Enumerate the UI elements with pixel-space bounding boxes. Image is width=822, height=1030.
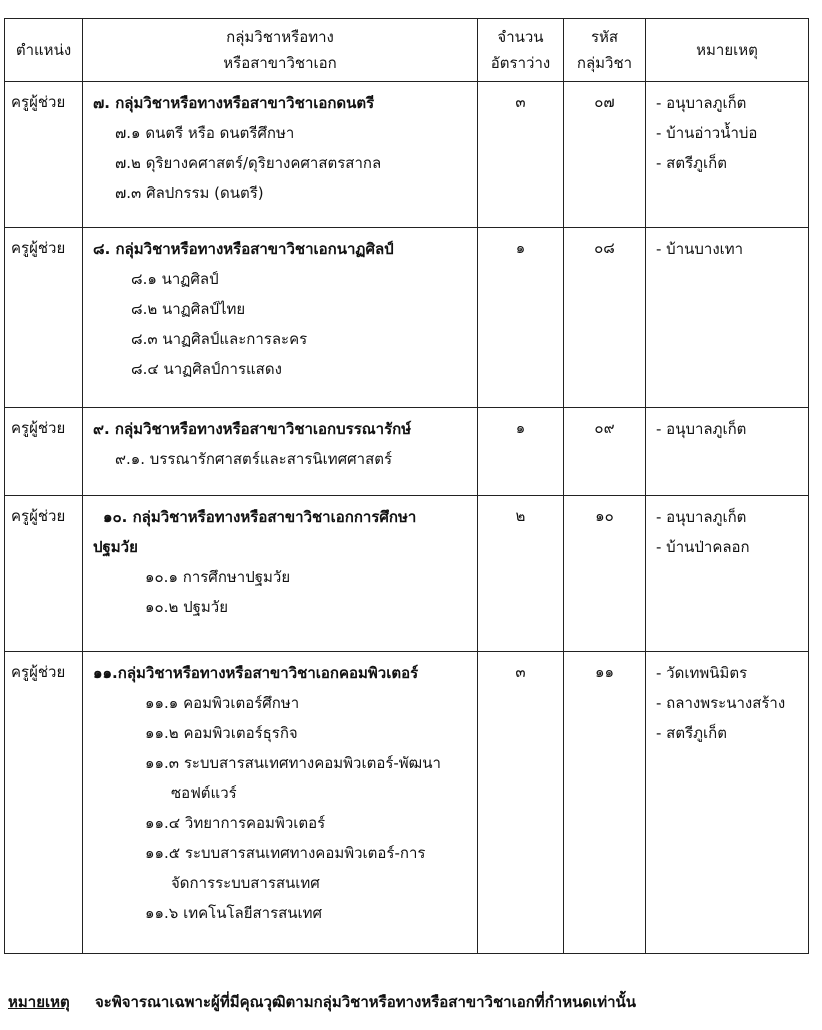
subject-group-title: ๙. กลุ่มวิชาหรือทางหรือสาขาวิชาเอกบรรณารักษ์ — [93, 420, 412, 438]
subject-group-title-cont: ปฐมวัย — [93, 538, 138, 556]
position-cell: ครูผู้ช่วย — [5, 496, 83, 652]
subject-sub-item: ๑๐.๒ ปฐมวัย — [145, 598, 228, 616]
positions-table — [4, 18, 809, 954]
header-count — [478, 19, 564, 82]
note-cell — [646, 408, 809, 496]
header-subject — [83, 19, 478, 82]
header-code-line1: รหัส — [590, 28, 619, 46]
note-cell — [646, 228, 809, 408]
subject-sub-item: ๘.๑ นาฏศิลป์ — [131, 270, 219, 288]
school-note: - ถลางพระนางสร้าง — [656, 694, 786, 712]
school-note: - บ้านอ่าวน้ำบ่อ — [656, 124, 758, 142]
subject-sub-item: ๑๑.๕ ระบบสารสนเทศทางคอมพิวเตอร์-การ — [145, 844, 426, 862]
header-note — [646, 19, 809, 82]
header-row — [5, 19, 809, 82]
note-cell — [646, 652, 809, 954]
note-cell — [646, 82, 809, 228]
subject-sub-item: ๑๑.๓ ระบบสารสนเทศทางคอมพิวเตอร์-พัฒนา — [145, 754, 441, 772]
footer-remark — [8, 990, 636, 1014]
position-cell: ครูผู้ช่วย — [5, 652, 83, 954]
subject-cell — [83, 652, 478, 954]
school-note: - สตรีภูเก็ต — [656, 724, 727, 742]
school-note: - บ้านบางเทา — [656, 240, 744, 258]
subject-group-title: ๑๐. กลุ่มวิชาหรือทางหรือสาขาวิชาเอกการศึกษา — [103, 508, 417, 526]
subject-cell — [83, 228, 478, 408]
count-cell: ๓ — [478, 652, 564, 954]
code-cell: ๐๗ — [564, 82, 646, 228]
subject-sub-item-cont: จัดการระบบสารสนเทศ — [171, 874, 320, 892]
subject-sub-item: ๘.๓ นาฏศิลป์และการละคร — [131, 330, 308, 348]
subject-group-title: ๘. กลุ่มวิชาหรือทางหรือสาขาวิชาเอกนาฏศิลป์ — [93, 240, 394, 258]
count-cell: ๑ — [478, 228, 564, 408]
school-note: - บ้านป่าคลอก — [656, 538, 750, 556]
subject-sub-item-cont: ซอฟต์แวร์ — [171, 784, 237, 802]
note-cell — [646, 496, 809, 652]
table-row — [5, 228, 809, 408]
table-row — [5, 652, 809, 954]
count-cell: ๑ — [478, 408, 564, 496]
subject-cell — [83, 408, 478, 496]
school-note: - อนุบาลภูเก็ต — [656, 420, 747, 438]
position-cell: ครูผู้ช่วย — [5, 228, 83, 408]
subject-group-title: ๗. กลุ่มวิชาหรือทางหรือสาขาวิชาเอกดนตรี — [93, 94, 375, 112]
school-note: - อนุบาลภูเก็ต — [656, 508, 747, 526]
subject-sub-item: ๗.๑ ดนตรี หรือ ดนตรีศึกษา — [115, 124, 295, 142]
footer-remark-text: จะพิจารณาเฉพาะผู้ที่มีคุณวุฒิตามกลุ่มวิชาหรือทางหรือสาขาวิชาเอกที่กำหนดเท่านั้น — [94, 993, 637, 1011]
table-row — [5, 82, 809, 228]
header-code-line2: กลุ่มวิชา — [576, 54, 633, 72]
code-cell: ๐๘ — [564, 228, 646, 408]
position-cell: ครูผู้ช่วย — [5, 82, 83, 228]
header-count-line1: จำนวน — [497, 28, 544, 46]
header-subject-line1: กลุ่มวิชาหรือทาง — [226, 28, 334, 46]
header-count-line2: อัตราว่าง — [490, 54, 551, 72]
code-cell: ๑๐ — [564, 496, 646, 652]
subject-sub-item: ๑๑.๖ เทคโนโลยีสารสนเทศ — [145, 904, 323, 922]
header-position-label: ตำแหน่ง — [15, 41, 72, 59]
subject-sub-item: ๗.๓ ศิลปกรรม (ดนตรี) — [115, 184, 264, 202]
subject-cell — [83, 496, 478, 652]
subject-sub-item: ๑๑.๒ คอมพิวเตอร์ธุรกิจ — [145, 724, 298, 742]
header-note-label: หมายเหตุ — [696, 41, 758, 59]
count-cell: ๒ — [478, 496, 564, 652]
table-row — [5, 408, 809, 496]
footer-remark-label: หมายเหตุ — [8, 993, 70, 1011]
subject-sub-item: ๘.๔ นาฏศิลป์การแสดง — [131, 360, 282, 378]
subject-sub-item: ๙.๑. บรรณารักศาสตร์และสารนิเทศศาสตร์ — [115, 450, 393, 468]
header-code — [564, 19, 646, 82]
school-note: - อนุบาลภูเก็ต — [656, 94, 747, 112]
subject-sub-item: ๗.๒ ดุริยางคศาสตร์/ดุริยางคศาสตรสากล — [115, 154, 382, 172]
school-note: - สตรีภูเก็ต — [656, 154, 727, 172]
position-cell: ครูผู้ช่วย — [5, 408, 83, 496]
count-cell: ๓ — [478, 82, 564, 228]
code-cell: ๐๙ — [564, 408, 646, 496]
school-note: - วัดเทพนิมิตร — [656, 664, 748, 682]
subject-sub-item: ๑๐.๑ การศึกษาปฐมวัย — [145, 568, 291, 586]
subject-cell — [83, 82, 478, 228]
subject-group-title: ๑๑.กลุ่มวิชาหรือทางหรือสาขาวิชาเอกคอมพิวเตอร์ — [93, 664, 419, 682]
code-cell: ๑๑ — [564, 652, 646, 954]
subject-sub-item: ๑๑.๔ วิทยาการคอมพิวเตอร์ — [145, 814, 326, 832]
subject-sub-item: ๘.๒ นาฏศิลป์ไทย — [131, 300, 246, 318]
header-subject-line2: หรือสาขาวิชาเอก — [223, 54, 337, 72]
header-position — [5, 19, 83, 82]
subject-sub-item: ๑๑.๑ คอมพิวเตอร์ศึกษา — [145, 694, 300, 712]
table-row — [5, 496, 809, 652]
